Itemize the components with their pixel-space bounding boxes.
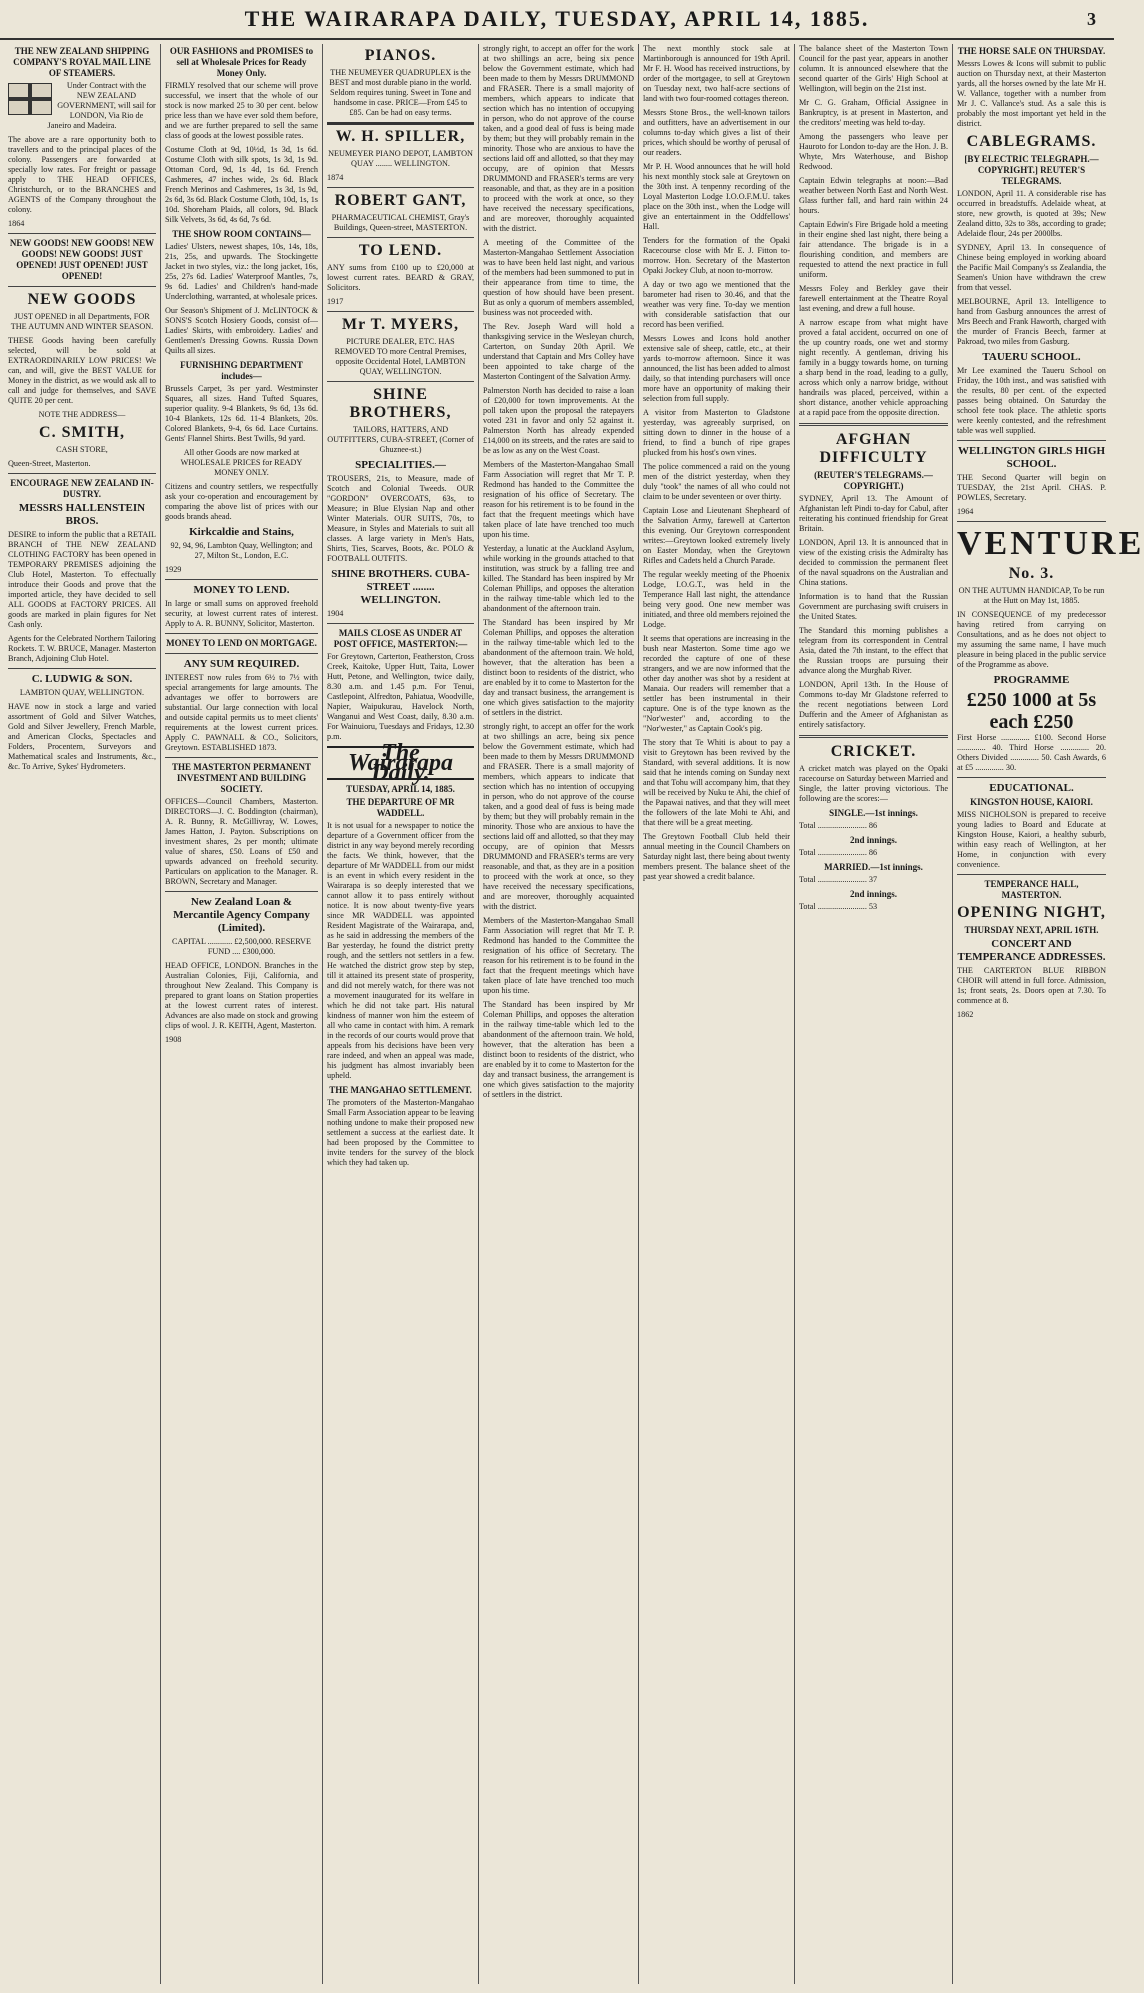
other-goods: All other Goods are now marked at WHOLESALE PRICES for READY MONEY ONLY. [180,448,303,477]
tolend-year: 1917 [327,297,344,306]
lend-text: In large or small sums on approved freehold security, at lowest current rates of interest. Apply to A. R. BUNNY, Solicitor, Masterton. [165,599,318,628]
showroom-heading: THE SHOW ROOM CONTAINS— [172,229,311,239]
afghan-text-1: SYDNEY, April 13. The Amount of Afghanistan left Pindi to-day for Cabul, after reiterating his continued friendship for Great Britain. [799,494,948,533]
pianos-heading: PIANOS. [364,47,437,64]
hallenstein-text: DESIRE to inform the public that a RETAIL BRANCH of THE NEW ZEALAND CLOTHING FACTORY has been opened in TEMPORARY PREMISES adjoining the Club Hotel, Masterton. To effectually introduce their Goods and prove that the imported article, they have decided to sell ALL GOODS at FACTORY PRICES. All goods are marked in plain figures for Net Cash only. [8,530,156,629]
col6-paragraph-3: Among the passengers who leave per Hauroto for London to-day are the Hon. J. B. Whyte, Mrs Waterhouse, and Bishop Redwood. [799,132,948,171]
mangahao-heading: THE MANGAHAO SETTLEMENT. [329,1085,472,1095]
col6-paragraph-6: Messrs Foley and Berkley gave their farewell entertainment at the Theatre Royal last evening, and drew a full house. [799,284,948,313]
afghan-heading: AFGHAN DIFFICULTY [819,431,928,466]
new-goods-teaser: NEW GOODS! NEW GOODS! NEW GOODS! NEW GOODS! JUST OPENED! JUST OPENED! JUST OPENED! [9,238,155,281]
cricket-innings-2-total: Total ........................ 53 [799,902,878,911]
mails-text: For Greytown, Carterton, Featherston, Cross Creek, Kaitoke, Upper Hutt, Taita, Lower Hutt, Petone, and Wellington, twice daily, 8.30 a.m. and 1.45 p.m. For Tenui, Castlepoint, Alfredton, Pahiatua, Woodville, Napier, Waipukurau, Havelock North, Wanganui and West Coast, daily, 8.30 a.m. For Wainuioru, Tuesdays and Fridays, 12.30 p.m. [327,652,474,741]
customers-text: Citizens and country settlers, we respectfully ask your co-operation and encouragement by comparing the above list of prices with our goods brands ahead. [165,482,318,521]
encourage-heading: ENCOURAGE NEW ZEALAND IN- DUSTRY. [10,478,154,499]
horse-text: Messrs Lowes & Icons will submit to public auction on Thursday next, at their Masterton yards, all the horses owned by the late Mr H. W. Vallance, together with a number from Mr J. C. Vallance's stud. As a sale this is probably the most important yet held in the district. [957,59,1106,128]
cable-1: LONDON, April 11. A considerable rise has occurred in breadstuffs. Adelaide wheat, at store, new growth, is quoted at 39s; New Zealand ditto, 32s to 38s, according to grade; Adelaide flour, 24s per 2000lbs. [957,189,1106,238]
col6-paragraph-2: Mr C. G. Graham, Official Assignee in Bankruptcy, is at present in Masterton, and the creditors' meeting was held to-day. [799,98,948,127]
furnishing-heading: FURNISHING DEPARTMENT includes— [180,360,303,381]
taueru-text: Mr Lee examined the Taueru School on Friday, the 10th inst., and was satisfied with the results, 80 per cent. of the expected passes being obtained. On Saturday the school fete took place. The athletic sports were keenly contested, and the refreshment table was well supplied. [957,366,1106,435]
specialities-text: TROUSERS, 21s, to Measure, made of Scotch and Colonial Tweeds. OUR "GORDON" OVERCOATS, 63s, to Measure; in Blue Elysian Nap and other Winter Materials. OUR SUITS, 70s, to Measure, in Styles and Materials to suit all classes. A large variety in Men's Hats, Shirts, Ties, Scarves, Boots, &c. POLO & FOOTBALL OUTFITS. [327,474,474,563]
venture-number: No. 3. [1008,565,1055,582]
col6-paragraph-5: Captain Edwin's Fire Brigade hold a meeting in their engine shed last night, there being a fair attendance. The brigade is in a flourishing condition, and members are requested to attend the next practice in full uniform. [799,220,948,279]
col5-paragraph-13: The Greytown Football Club held their annual meeting in the Council Chambers on Saturday night last, there being about twenty members present. The balance sheet of the past year showed a credit balance. [643,832,790,881]
col5-paragraph-6: Messrs Lowes and Icons hold another extensive sale of sheep, cattle, etc., at their yards to-morrow afternoon. Since it was announced, the list has been added to almost daily, so that intending purchasers will once more have an opportunity of making their selection from full supply. [643,334,790,403]
ludwig-name: C. LUDWIG & SON. [31,673,133,685]
paper-date: TUESDAY, APRIL 14, 1885. [346,784,455,794]
col4-paragraph-1: strongly right, to accept an offer for the work at two shillings an acre, being six pence below the Government estimate, which had been made to them by Messrs DRUMMOND and FRASER. There is a small majority of members, which appears to indicate that section which has no intention of occupying in person, who do not approve of the course taken, and a good deal of fuss is being made by them; but they will probably remain in the minority. Those who are anxious to have the sections laid off and allotted, so that they may occupy, are of opinion that Messrs DRUMMOND and FRASER's terms are very reasonable, and that, as they are in a position to proceed with the work at once, so they have received the necessary specifications, and are moreover, thoroughly acquainted with the district. [483,44,634,233]
sum-text: INTEREST now rules from 6½ to 7½ with special arrangements for large amounts. The advantages we offer to borrowers are substantial. Our large connection with local and outside capital permits us to meet clients' requirements at the lowest current prices. Apply C. PAWNALL & CO., Solicitors, Greytown. ESTABLISHED 1873. [165,673,318,752]
tolend-text: ANY sums from £100 up to £20,000 at lowest current rates. BEARD & GRAY, Solicitors. [327,263,474,292]
col5-paragraph-11: It seems that operations are increasing in the bush near Masterton. Some time ago we recorded the capture of one of these strangers, and we are now informed that the other day another was shot by a resident at Manaia. Our readers will remember that a settler has been instrumental in their capture. One is of the type known as the "Nor'wester" and, according to the "Nor'wester," as Captain Cook's pig. [643,634,790,733]
kirkcaldie-year: 1929 [165,565,182,574]
page-number: 3 [1087,9,1098,29]
col5-paragraph-3: Mr P. H. Wood announces that he will hold his next monthly stock sale at Greytown on the 30th inst. A tenpenny recording of the Loyal Masterton Lodge I.O.O.F.M.U. takes place on the 30th inst., when the Lodge will give an entertainment in the Oddfellows' Hall. [643,162,790,231]
opening-date: THURSDAY NEXT, APRIL 16TH. [964,925,1099,935]
col4-paragraph-3: The Rev. Joseph Ward will hold a thanksgiving service in the Wesleyan church, Carterton, on Sunday 20th April. We understand that Captain and Mrs Colley have been appointed to take charge of the Masterton Contingent of the Salvation Army. [483,322,634,381]
smith-address: Queen-Street, Masterton. [8,459,91,468]
cable-2: SYDNEY, April 13. In consequence of Chinese being employed in working aboard the Pacific Mail Company's ss Zealandia, the Seamen's Union have withdrawn the crew from that vessel. [957,243,1106,292]
smith-sub: CASH STORE, [56,445,108,454]
shine-sub: TAILORS, HATTERS, AND OUTFITTERS, CUBA-STREET, (Corner of Ghuznee-st.) [327,425,474,454]
col6-paragraph-7: A narrow escape from what might have proved a fatal accident, occurred on one of the up country roads, one wet and stormy night recently. A gentleman, driving his family in a buggy towards home, on turning a sharp bend in the road, leading to a gully, across which only a narrow bridge, without handrails was placed, perceived, within a short distance, another vehicle approaching at a rapid pace from the opposite direction. [799,318,948,417]
nzloan-year: 1908 [165,1035,182,1044]
col5-paragraph-10: The regular weekly meeting of the Phoenix Lodge, I.O.G.T., was held in the Temperance Hall last night, the attendance being very good. One new member was initiated, and three old members rejoined the Lodge. [643,570,790,629]
hallenstein-name: MESSRS HALLENSTEIN BROS. [18,502,146,527]
carterton-year: 1862 [957,1010,974,1019]
leader-text: It is not usual for a newspaper to notice the departure of a Government officer from the district in any way beyond merely recording the facts. We think, however, that the departure of Mr WADDELL from our midst is an event in which every resident in the Wairarapa is so deeply interested that we cannot allow it to pass entirely without notice. It is now about twenty-five years since MR WADDELL was appointed Resident Magistrate of the Wairarapa, and, as he said in addressing the members of the Bar yesterday, he found the district pretty rough, and the settlers not settlers in a few. He watched the district grow step by step, till it attained its present state of prosperity, and did not merely watch, for there was not a movement inaugurated for its welfare in which he did not take part. His natural kindness of manner won him the esteem of all who came in contact with him. A remark in the records of our courts would prove that appeals from his decisions have been very rare indeed, and when an appeal was made, his judgment has almost invariably been upheld. [327,821,474,1080]
cricket-married-heading: MARRIED.—1st innings. [824,862,923,872]
masthead [0,0,1114,40]
sum-heading: ANY SUM REQUIRED. [183,658,300,670]
nzloan-text: HEAD OFFICE, LONDON. Branches in the Australian Colonies, Fiji, California, and throughout New Zealand. This Company is prepared to grant loans on Station properties at the lowest current rates of interest. Advances are also made on stock and growing clips of wool. J. R. KEITH, Agent, Masterton. [165,961,318,1030]
fashions-heading: OUR FASHIONS and PROMISES to sell at Wholesale Prices for Ready Money Only. [169,46,314,78]
kingston-heading: KINGSTON HOUSE, KAIORI. [970,797,1093,807]
cricket-intro: A cricket match was played on the Opaki racecourse on Saturday between Married and Single, the latter proving victorious. The following are the scores:— [799,764,948,803]
myers-name: Mr T. MYERS, [342,316,459,333]
kirkcaldie-address: 92, 94, 96, Lambton Quay, Wellington; and 27, Milton St., London, E.C. [170,541,313,560]
cricket-married-total: Total ........................ 37 [799,875,878,884]
paper-title: The Wairarapa Daily. [327,746,474,780]
cablegrams-heading: CABLEGRAMS. [966,133,1097,150]
col4-paragraph-7-repeat: The Standard has been inspired by Mr Coleman Phillips, and opposes the alteration in the railway time-table which led to the abandonment of the afternoon train. We hold, however, that the alteration has been a distinct boon to residents of the district, who are enabled by it to come to Masterton for the day and transact business, the arrangement is one which gives satisfaction to the majority of settlers in the district. [483,1000,634,1099]
col4-paragraph-7: The Standard has been inspired by Mr Coleman Phillips, and opposes the alteration in the railway time-table which led to the abandonment of the afternoon train. We hold, however, that the alteration has been a distinct boon to residents of the district, who are enabled by it to come to Masterton for the day and transact business, the arrangement is one which gives satisfaction to the majority of settlers in the district. [483,618,634,717]
masthead-title: THE WAIRARAPA DAILY, TUESDAY, APRIL 14, 1885. [244,6,870,31]
price-list: Costume Cloth at 9d, 10½d, 1s 3d, 1s 6d. Costume Cloth with silk spots, 1s 3d, 1s 9d. Ottoman Cord, 9d, 1s 4d, 1s 6d. French Cashmeres, 47 inches wide, 2s 6d. Black French Merinos and Cashmeres, 1s 3d, 1s 9d, 2s 6d, 3s 6d. Black Costume Cloth, 10d, 1s, 1s 10d. Shoreham Plaids, all colors, 9d. Black Silk Velvets, 3s 6d, 4s 6d, 7s 6d. [165,145,318,224]
investment-text: OFFICES—Council Chambers, Masterton. DIRECTORS—J. C. Boddington (chairman), A. R. Bunny, R. McGillivray, W. Lowes, James Hatton, J. Payton. Subscriptions on investment shares, 2s per month; ultimate value of shares, £50. Loans of £50 and upwards advanced on freehold security. Particulars on application to the Manager. R. BROWN, Secretary and Manager. [165,797,318,886]
column-1 [4,44,160,1984]
shine-name: SHINE BROTHERS, [349,386,452,421]
col4-paragraph-5: Members of the Masterton-Mangahao Small Farm Association will regret that Mr T. P. Redmond has handed to the Committee the resignation of his office of Secretary. The reason for his retirement is to be found in the fact that the frequent meetings which have taken place of late have trenched too much upon his time. [483,460,634,539]
shipping-heading: THE NEW ZEALAND SHIPPING COMPANY'S ROYAL MAIL LINE OF STEAMERS. [13,46,151,78]
leader-heading: THE DEPARTURE OF MR WADDELL. [346,797,455,818]
pianos-text: THE NEUMEYER QUADRUPLEX is the BEST and most durable piano in the world. Seldom requires tuning. Sweet in Tone and handsome in case. PRICE—From £45 to £85. Can be had on easy terms. [329,68,472,117]
temperance-heading: TEMPERANCE HALL, MASTERTON. [984,879,1079,900]
col4-paragraph-4: Palmerston North has decided to raise a loan of £20,000 for town improvements. At the poll taken upon the proposal the ratepayers voted 231 in favor and only 52 against it. Palmerston North has already expended £14,000 on its streets, and the rates are said to be as low as any on the West Coast. [483,386,634,455]
investment-heading: THE MASTERTON PERMANENT INVESTMENT AND BUILDING SOCIETY. [171,762,312,794]
col6-paragraph-1: The balance sheet of the Masterton Town Council for the past year, appears in another column. It is announced elsewhere that the second quarter of the Girls' High School at Wellington, will begin on the 21st inst. [799,44,948,93]
cable-3: MELBOURNE, April 13. Intelligence to hand from Gasburg announces the arrest of Mrs Beech and Frank Haworth, charged with the murder of Francis Beech, farmer at Pakroad, two miles from Gasburg. [957,297,1106,346]
venture-text: IN CONSEQUENCE of my predecessor having retired from carrying on Consultations, and as he does not object to my assuming the same name, I have much pleasure in being placed in the public service of the Programme as above. [957,610,1106,669]
gant-sub: PHARMACEUTICAL CHEMIST, Gray's Buildings, Queen-street, MASTERTON. [331,213,470,232]
venture-heading: VENTURE [957,525,1144,562]
col6-paragraph-4: Captain Edwin telegraphs at noon:—Bad weather between North East and North West. Glass further fall, and hard rain within 24 hours. [799,176,948,215]
afghan-text-2: LONDON, April 13. It is announced that in view of the existing crisis the Admiralty has decided to commission the permanent fleet of the naval squadrons on the Australian and China stations. [799,538,948,587]
furnishing-text: Brussels Carpet, 3s per yard. Westminster Squares, all sizes. Hand Tufted Squares, superior quality. 9-4 Blankets, 9s 6d, 13s 6d. 10-4 Blankets, 12s 6d. 11-4 Blankets, 20s. Colored Blankets, 9-4, 6s 6d. Lace Curtains. Gents' Flannel Shirts. Best Twills, 9d yard. [165,384,318,443]
bruce-text: Agents for the Celebrated Northern Tailoring Rockets. T. W. BRUCE, Manager. Masterton Branch, Adjoining Club Hotel. [8,634,156,663]
millinery-text: Our Season's Shipment of J. McLINTOCK & SONS'S Scotch Hosiery Goods, consist of—Ladies' Skirts, with embroidery. Ladies' and Gentlemen's Dressing Gowns. Russia Down Quilts all sizes. [165,306,318,355]
ludwig-text: HAVE now in stock a large and varied assortment of Gold and Silver Watches, Gold and Silver Jewellery, French Marble, and American Clocks, Spectacles and Folders, Procentern, Surveyors and Mathematical scales and Instruments, &c., &c. To Arrive, Sykes' Hydrometers. [8,702,156,771]
wellington-text: THE Second Quarter will begin on TUESDAY, the 21st April. CHAS. P. POWLES, Secretary. [957,473,1106,502]
mortgage-heading: MONEY TO LEND ON MORTGAGE. [166,638,317,648]
myers-sub: PICTURE DEALER, ETC. HAS REMOVED TO more Central Premises, opposite Occidental Hotel, LAMBTON QUAY, WELLINGTON. [334,337,467,376]
flag-icon [8,83,52,115]
nzloan-capital: CAPITAL ............ £2,500,000. RESERVE FUND .... £300,000. [172,937,311,956]
afghan-text-4: The Standard this morning publishes a telegram from its correspondent in Central Asia, dated the 7th instant, to the effect that the Russian troops are pursuing their advance along the Murghab River. [799,626,948,675]
kingston-text: MISS NICHOLSON is prepared to receive young ladies to Board and Educate at Kingston House, Kaiori, a healthy suburb, within easy reach of Wellington, at her Home, in conjunction with every convenience. [957,810,1106,869]
cricket-innings-2: 2nd innings. [849,835,898,845]
venture-subheading: ON THE AUTUMN HANDICAP, To be run at the Hutt on May 1st, 1885. [958,586,1105,605]
cricket-total-2: Total ........................ 86 [799,848,878,857]
col5-paragraph-2: Messrs Stone Bros., the well-known tailors and outfitters, have an advertisement in our columns to-day which gives a list of their prices, which should be worthy of perusal of our readers. [643,108,790,157]
wellington-heading: WELLINGTON GIRLS HIGH SCHOOL. [957,445,1106,470]
shine-year: 1904 [327,609,344,618]
educational-heading: EDUCATIONAL. [989,782,1074,794]
horse-heading: THE HORSE SALE ON THURSDAY. [957,46,1106,56]
taueru-heading: TAUERU SCHOOL. [982,351,1081,363]
tolend-heading: TO LEND. [358,242,443,259]
col5-paragraph-8: The police commenced a raid on the young men of the district yesterday, when they duly "took" the names of all who could not claim to be under seventeen or over thirty. [643,462,790,501]
column-6 [794,44,952,1984]
col4-paragraph-6: Yesterday, a lunatic at the Auckland Asylum, while working in the grounds attached to that institution, was struck by a falling tree and killed. The Standard has been inspired by Mr Coleman Phillips, and opposes the alteration in the railway time-table which led to the abandonment of the afternoon train. [483,544,634,613]
spiller-year: 1874 [327,173,344,182]
column-3 [322,44,478,1984]
col5-paragraph-9: Captain Lose and Lieutenant Shepheard of the Salvation Army, farewell at Carterton this evening. Our Greytown correspondent writes:—Greytown looked extremely lively on Easter Monday, when the Greytown Rifles and Cadets held a Church Parade. [643,506,790,565]
new-goods-subheading: JUST OPENED in all Departments, FOR THE AUTUMN AND WINTER SEASON. [10,312,154,331]
afghan-text-3: Information is to hand that the Russian Government are purchasing swift cruisers in the United States. [799,592,948,621]
col5-paragraph-5: A day or two ago we mentioned that the barometer had risen to 30.46, and that the weather was very fine. To-day we mention with considerable satisfaction that our record has been verified. [643,280,790,329]
shipping-subheading: Under Contract with the NEW ZEALAND GOVERNMENT, will sail for LONDON, Via Rio de Janeiro and Madeira. [47,81,156,130]
cricket-heading: CRICKET. [830,743,917,760]
col5-paragraph-4: Tenders for the formation of the Opaki Racecourse close with Mr E. J. Fitton to-morrow. Hon. Secretary of the Masterton Opaki Jockey Club, at noon to-morrow. [643,236,790,275]
opening-heading: OPENING NIGHT, [957,904,1106,921]
wellington-year: 1964 [957,507,974,516]
shine-footer: SHINE BROTHERS. CUBA-STREET ........ WELLINGTON. [331,568,470,606]
mangahao-text: The promoters of the Masterton-Mangahao Small Farm Association appear to be leaving nothing undone to make their proposed new settlement a success at the earliest date. It had been proposed by the Committee to invite tenders for the survey of the block which they had taken up. [327,1098,474,1167]
programme-amount: £250 1000 at 5s each £250 [966,689,1097,733]
concert-heading: CONCERT AND TEMPERANCE ADDRESSES. [957,938,1106,963]
column-2 [160,44,322,1984]
col4-paragraph-1-repeat: strongly right, to accept an offer for the work at two shillings an acre, being six pence below the Government estimate, which had been made to them by Messrs DRUMMOND and FRASER. There is a small majority of members, which appears to indicate that section which has no intention of occupying in person, who do not approve of the course taken, and a good deal of fuss is being made by them; but they will probably remain in the minority. Those who are anxious to have the sections laid off and allotted, so that they may occupy, are of opinion that Messrs DRUMMOND and FRASER's terms are very reasonable, and that, as they are in a position to proceed with the work at once, so they have received the necessary specifications, and are moreover, thoroughly acquainted with the district. [483,722,634,911]
cricket-innings-2b: 2nd innings. [849,889,898,899]
carterton-text: THE CARTERTON BLUE RIBBON CHOIR will attend in full force. Admission, 1s; front seats, 2s. Doors open at 7.30. To commence at 8. [957,966,1106,1005]
cricket-total-1: Total ........................ 86 [799,821,878,830]
fashions-text: FIRMLY resolved that our scheme will prove successful, we insert that the whole of our stock is now marked 25 to 30 per cent. below price less than we have ever sold them before, and we are further prepared to sell the same class of goods at the lowest possible rates. [165,81,318,140]
spiller-sub: NEUMEYER PIANO DEPOT, LAMBTON QUAY ........ WELLINGTON. [328,149,473,168]
programme-heading: PROGRAMME [993,674,1070,686]
col5-paragraph-12: The story that Te Whiti is about to pay a visit to Greytown has been revived by the Standard, with several additions. It is now said that he intends coming on Sunday next and that Tohu will accompany him, that they will be received by Nuku te Ahi, the chief of the Papawai natives, and that they will meet the followers of the late Mohi te Ahi, and that there will be a great meeting. [643,738,790,827]
column-7 [952,44,1144,1984]
nzloan-heading: New Zealand Loan & Mercantile Agency Company (Limited). [173,896,310,934]
col5-paragraph-1: The next monthly stock sale at Martinborough is announced for 19th April. Mr F. H. Wood has received instructions, by order of the mortgagee, to sell at Greytown on Tuesday next, two half-acre sections of land with two four-roomed cottages thereon. [643,44,790,103]
new-goods-heading: NEW GOODS [27,291,137,308]
col4-paragraph-2: A meeting of the Committee of the Masterton-Mangahao Settlement Association was to have been held last night, and various of the members had been summoned to put in their appearance from time to time, the question of how should have been present. But as only a quorum of members assembled, business was not proceeded with. [483,238,634,317]
mails-heading: MAILS CLOSE AS UNDER AT POST OFFICE, MASTERTON:— [333,628,468,649]
gant-name: ROBERT GANT, [334,192,467,209]
shipping-year: 1864 [8,219,25,228]
column-5 [638,44,794,1984]
address-note: NOTE THE ADDRESS— [38,410,126,419]
smith-name: C. SMITH, [39,424,125,441]
shipping-text: The above are a rare opportunity both to travellers and to the principal places of the colony. Passengers are forwarded at specially low rates. For freight or passage apply to THE HEAD OFFICES, Christchurch, or to the BRANCHES and AGENTS of the Company throughout the colony. [8,135,156,214]
new-goods-text: THESE Goods having been carefully selected, will be sold at EXTRAORDINARILY LOW PRICES! We can, and will, give the BEST VALUE for Money in the district, as we would ask all to call and judge for themselves, and SAVE QUITE 20 per cent. [8,336,156,405]
spiller-name: W. H. SPILLER, [335,128,466,145]
afghan-subheading: (REUTER'S TELEGRAMS.—COPYRIGHT.) [814,470,933,491]
column-4 [478,44,638,1984]
col4-paragraph-5-repeat: Members of the Masterton-Mangahao Small Farm Association will regret that Mr T. P. Redmond has handed to the Committee the resignation of his office of Secretary. The reason for his retirement is to be found in the fact that the frequent meetings which have taken place of late have trenched too much upon his time. [483,916,634,995]
specialities-heading: SPECIALITIES.— [355,459,446,471]
programme-lines: First Horse .............. £100. Second Horse .............. 40. Third Horse .............. 20. Others Divided .............. 50. Cash Awards, 6 at £5 .............. 30. [957,733,1106,772]
kirkcaldie-name: Kirkcaldie and Stains, [189,526,294,538]
cricket-single-heading: SINGLE.—1st innings. [829,808,918,818]
showroom-text: Ladies' Ulsters, newest shapes, 10s, 14s, 18s, 21s, 25s, and upwards. The Stockingette Jacket in two styles, viz.: the long jacket, 16s, 25s, 27s 6d. Ladies' Waterproof Mantles, 7s, 9s 6d. Ladies' and Children's hand-made Underclothing, warranted, at wholesale prices. [165,242,318,301]
col5-paragraph-7: A visitor from Masterton to Gladstone yesterday, was agreeably surprised, on sitting down to dinner in the house of a friend, to find a bunch of ripe grapes plucked from his host's own vines. [643,408,790,457]
ludwig-address: LAMBTON QUAY, WELLINGTON. [19,688,145,697]
cablegrams-subheading: [BY ELECTRIC TELEGRAPH.—COPYRIGHT.] REUTER'S TELEGRAMS. [964,154,1099,186]
lend-heading: MONEY TO LEND. [193,584,290,596]
afghan-text-5: LONDON, April 13th. In the House of Commons to-day Mr Gladstone referred to the recent negotiations between Lord Dufferin and the Ameer of Afghanistan as entirely satisfactory. [799,680,948,729]
